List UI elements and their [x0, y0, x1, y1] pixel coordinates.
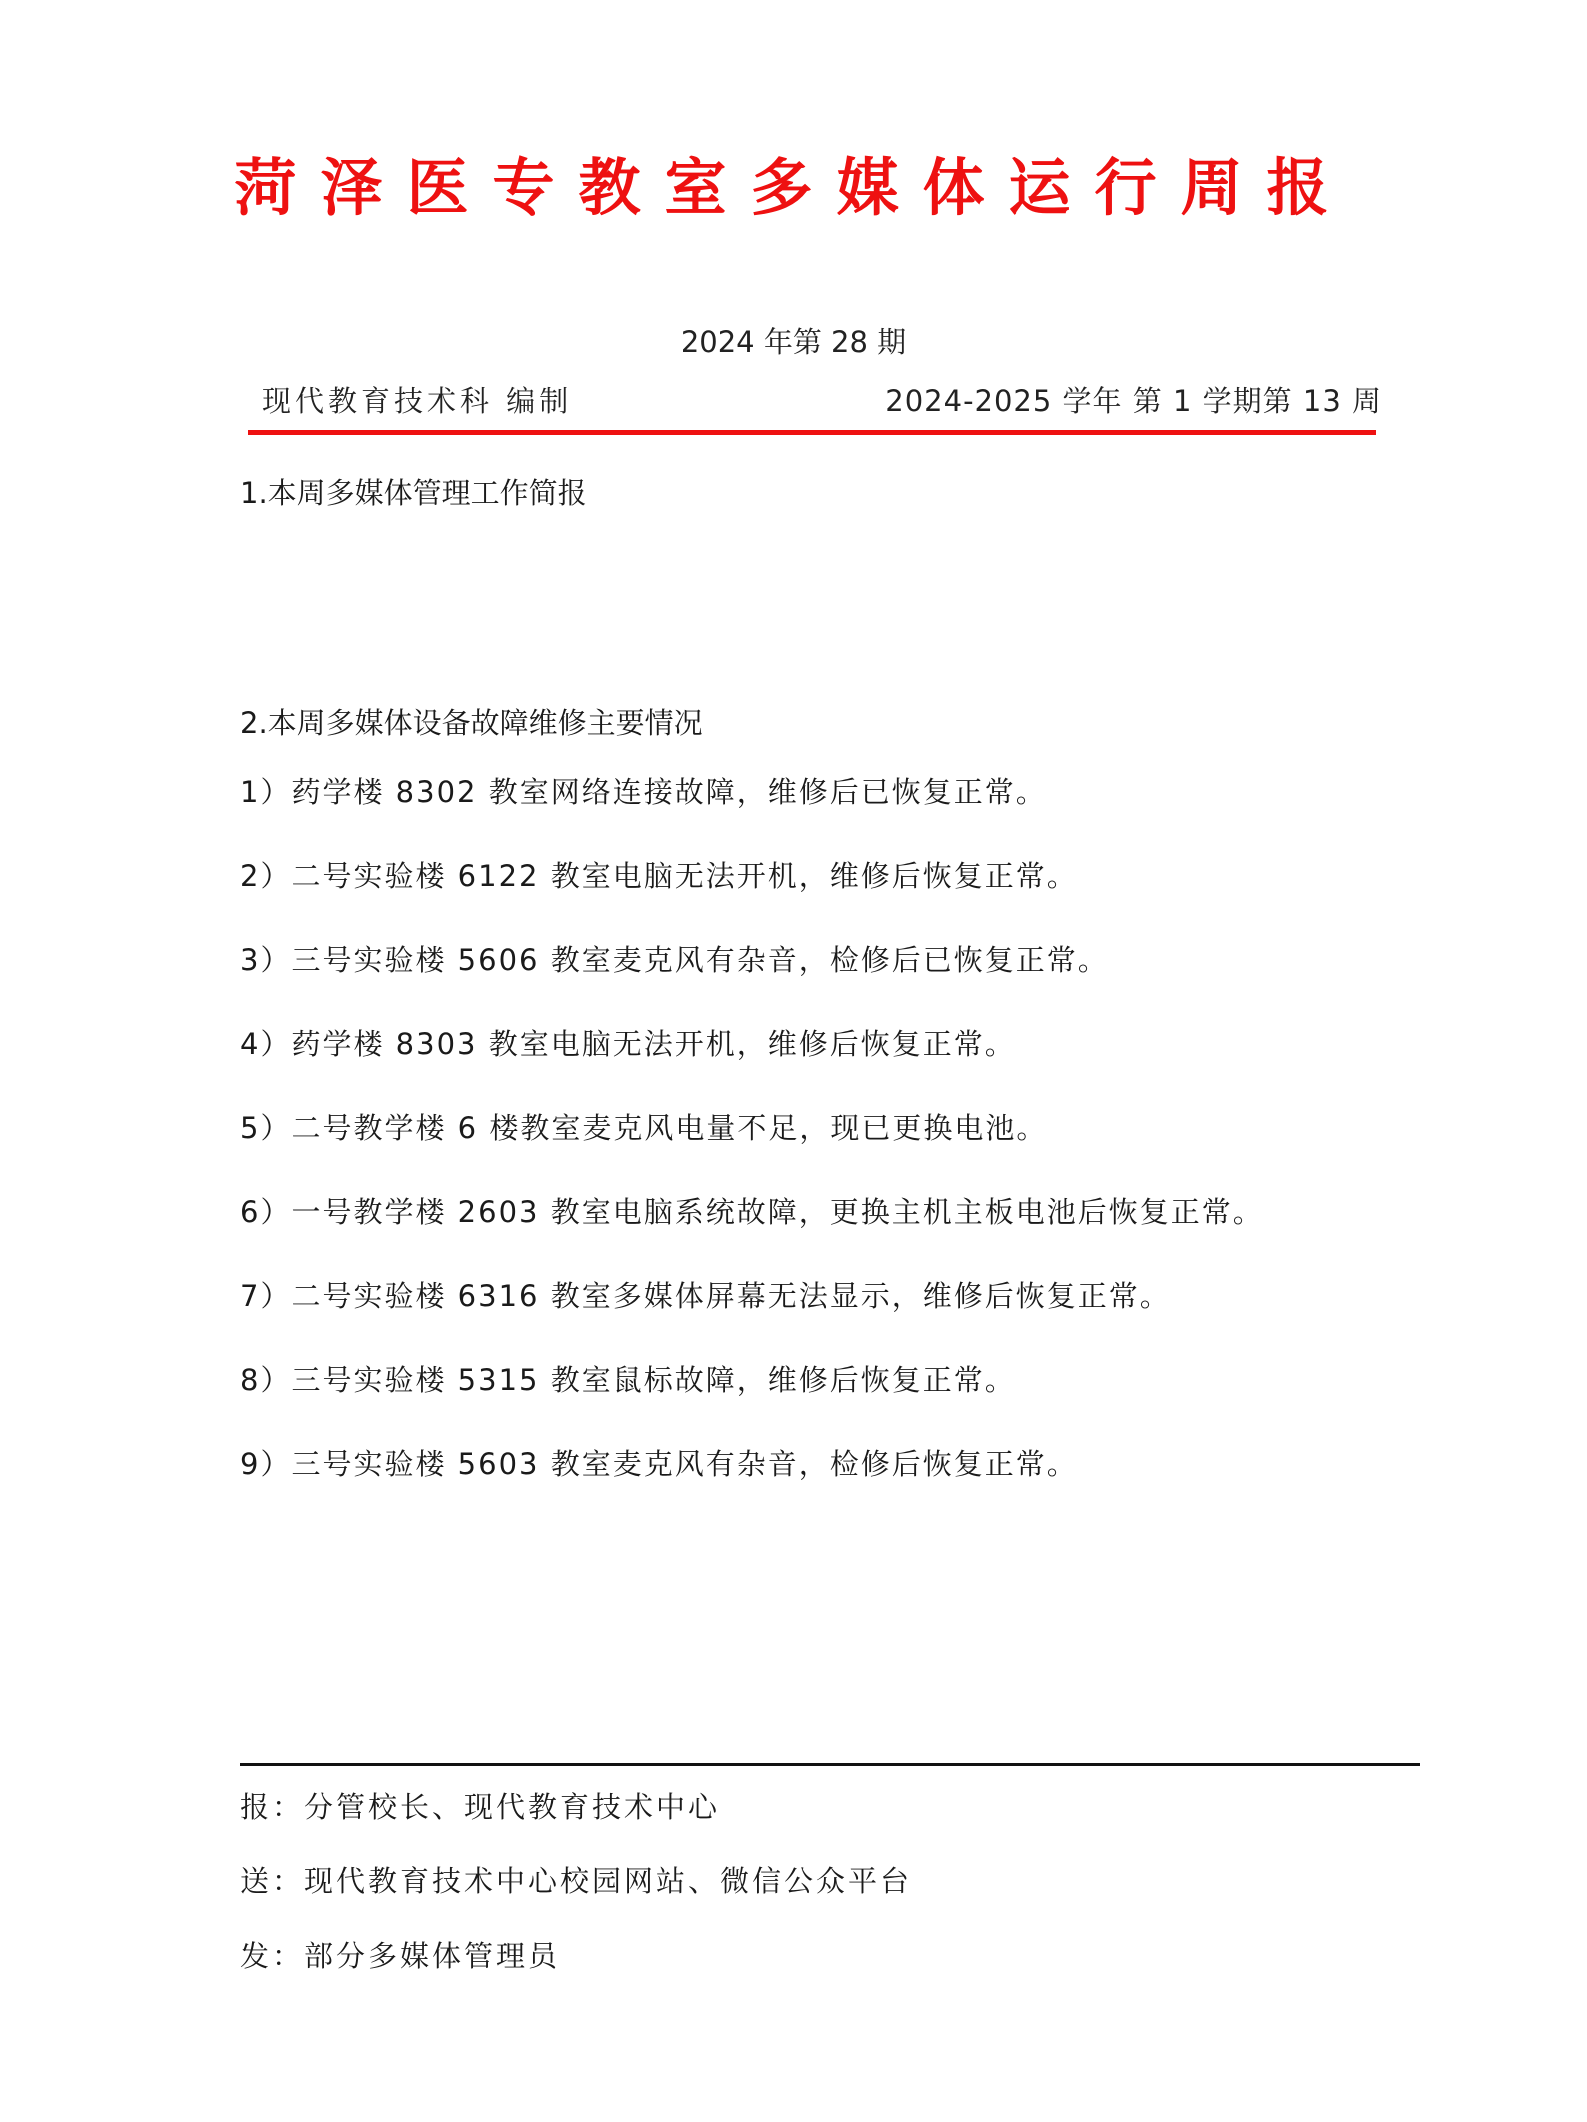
- semester-label: 2024-2025 学年 第 1 学期第 13 周: [885, 384, 1382, 418]
- compiler-label: 现代教育技术科 编制: [262, 384, 573, 418]
- repair-item: 5）二号教学楼 6 楼教室麦克风电量不足，现已更换电池。: [240, 1111, 1048, 1145]
- header-divider: [248, 430, 1376, 435]
- issue-to-line: 发：部分多媒体管理员: [240, 1939, 561, 1973]
- footer-divider: [240, 1763, 1420, 1766]
- send-to-line: 送：现代教育技术中心校园网站、微信公众平台: [240, 1864, 913, 1898]
- repair-item: 8）三号实验楼 5315 教室鼠标故障，维修后恢复正常。: [240, 1363, 1016, 1397]
- report-to-line: 报：分管校长、现代教育技术中心: [240, 1790, 721, 1824]
- repair-item: 6）一号教学楼 2603 教室电脑系统故障，更换主机主板电池后恢复正常。: [240, 1195, 1264, 1229]
- report-title: 菏泽医专教室多媒体运行周报: [234, 151, 1353, 224]
- repair-item: 4）药学楼 8303 教室电脑无法开机，维修后恢复正常。: [240, 1027, 1016, 1061]
- repair-item: 7）二号实验楼 6316 教室多媒体屏幕无法显示，维修后恢复正常。: [240, 1279, 1171, 1313]
- repair-heading: 2.本周多媒体设备故障维修主要情况: [240, 706, 703, 740]
- summary-heading: 1.本周多媒体管理工作简报: [240, 476, 587, 510]
- repair-list: [240, 770, 1390, 1526]
- repair-item: 9）三号实验楼 5603 教室麦克风有杂音，检修后恢复正常。: [240, 1447, 1078, 1481]
- meta-row: [262, 380, 1382, 422]
- repair-item: 3）三号实验楼 5606 教室麦克风有杂音，检修后已恢复正常。: [240, 943, 1109, 977]
- repair-item: 1）药学楼 8302 教室网络连接故障，维修后已恢复正常。: [240, 775, 1047, 809]
- repair-item: 2）二号实验楼 6122 教室电脑无法开机，维修后恢复正常。: [240, 859, 1078, 893]
- issue-number: 2024 年第 28 期: [680, 325, 907, 359]
